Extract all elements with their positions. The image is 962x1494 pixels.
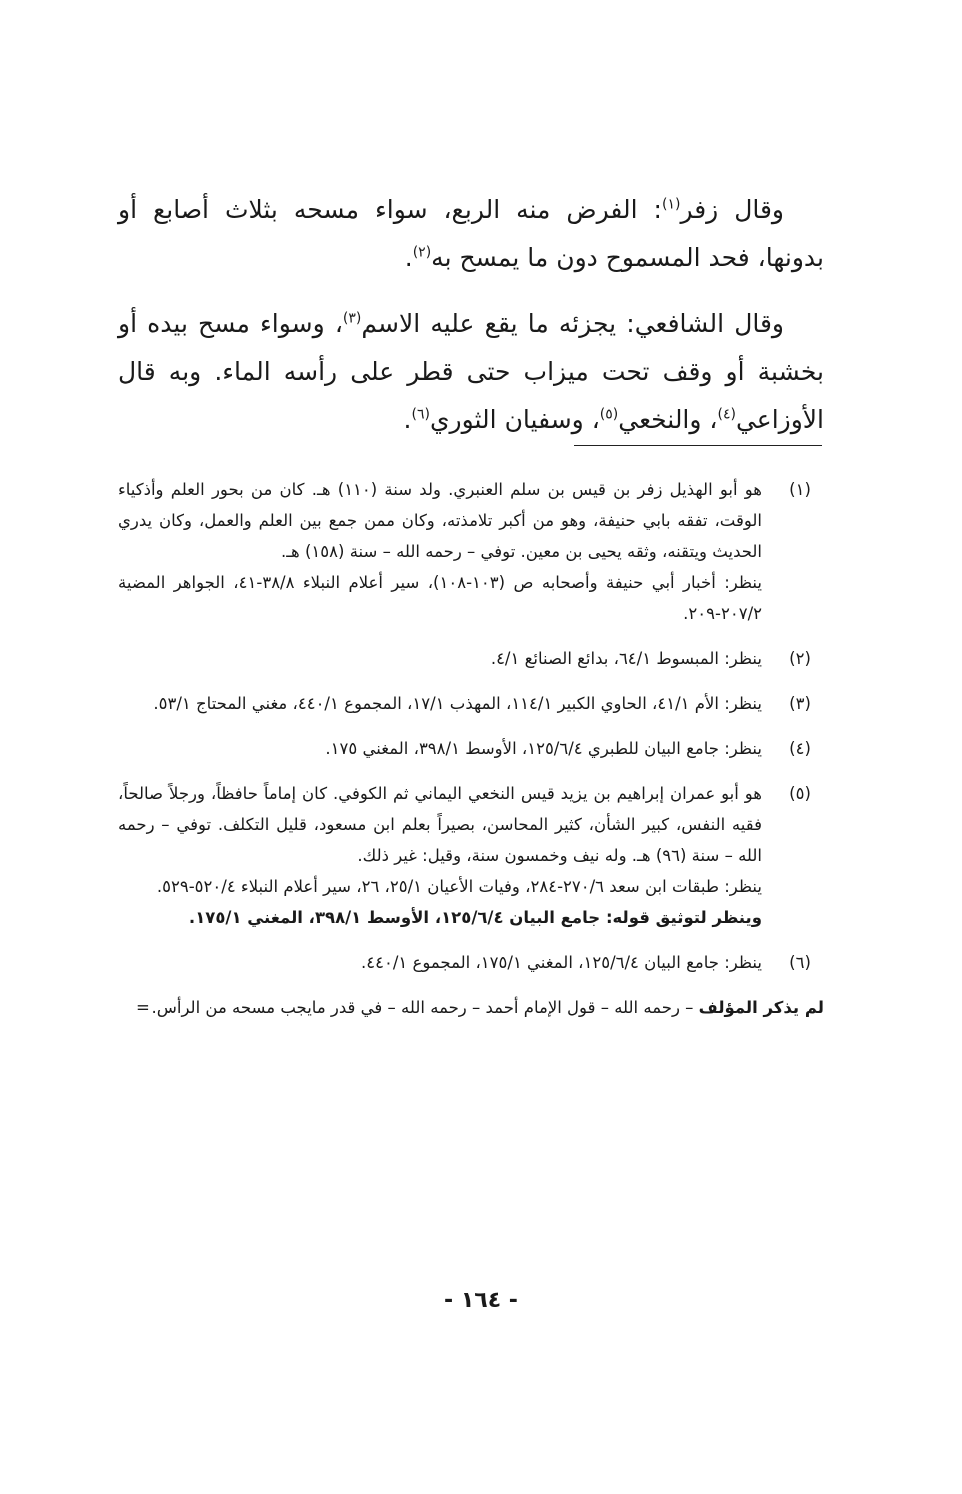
- footnote-number: (٣): [789, 694, 811, 713]
- footnote-2: [118, 643, 824, 674]
- text-run: : الفرض منه الربع، سواء مسحه بثلاث أصابع أو بدونها، فحد المسموح دون ما يمسح به: [118, 195, 824, 272]
- footnote-text: هو أبو الهذيل زفر بن قيس بن سلم العنبري. ولد سنة (١١٠) هـ. كان من بحور العلم وأذكياء الوقت، تفقه بابي حنيفة، وهو من أكبر تلامذته، وكان ممن جمع بين العلم والعمل، وكان يدري الحديث ويتقنه، وثقه يحيى بن معين. توفي – رحمه الله – سنة (١٥٨) هـ.: [118, 480, 763, 561]
- footnote-5: [118, 778, 824, 933]
- footnote-text: ينظر: المبسوط ٦٤/١، بدائع الصنائع ٤/١.: [490, 649, 762, 668]
- footnote-number: (٥): [789, 784, 811, 803]
- footnote-ref-1[interactable]: (١): [661, 196, 681, 213]
- footnote-reference: ينظر: طبقات ابن سعد ٢٧٠/٦-٢٨٤، وفيات الأعيان ٢٥/١، ٢٦، سير أعلام النبلاء ٥٢٠/٤-٥٢٩.: [156, 877, 762, 896]
- footnotes: [118, 474, 824, 1023]
- footnote-text: ينظر: جامع البيان للطبري ١٢٥/٦/٤، الأوسط ٣٩٨/١، المغني ١٧٥.: [325, 739, 762, 758]
- text-run: ، وسفيان الثوري: [429, 405, 600, 434]
- footnote-ref-3[interactable]: (٣): [342, 310, 362, 327]
- footnote-3: [118, 688, 824, 719]
- footnote-number: (١): [789, 480, 811, 499]
- paragraph-2: [118, 300, 824, 444]
- text-run: .: [404, 243, 413, 272]
- footnote-ref-4[interactable]: (٤): [717, 406, 736, 423]
- footnote-number: (٦): [789, 953, 811, 972]
- footnote-ref-6[interactable]: (٦): [411, 406, 430, 423]
- footnote-text: ينظر: الأم ٤١/١، الحاوي الكبير ١١٤/١، المهذب ١٧/١، المجموع ٤٤٠/١، مغني المحتاج ٥٣/١.: [153, 694, 762, 713]
- text-run: .: [403, 405, 412, 434]
- footnote-4: [118, 733, 824, 764]
- text-run: وقال الشافعي: يجزئه ما يقع عليه الاسم: [361, 309, 784, 338]
- text-run: ، والنخعي: [618, 405, 718, 434]
- footnote-1: [118, 474, 824, 629]
- text-run: ، وسواء مسح بيده أو بخشبة أو وقف تحت ميزاب حتى قطر على رأسه الماء. وبه قال الأوزاعي: [118, 309, 824, 434]
- footnote-text: هو أبو عمران إبراهيم بن يزيد قيس النخعي اليماني ثم الكوفي. كان إماماً حافظاً، ورجلاً صالحاً، فقيه النفس، كبير الشأن، كثير المحاسن، بصيراً بعلم ابن مسعود، قليل التكلف. توفي – رحمه الله – سنة (٩٦) هـ. وله نيف وخمسون سنة، وقيل: غير ذلك.: [118, 784, 762, 865]
- footnote-ref-2[interactable]: (٢): [412, 244, 432, 261]
- footnote-6: [118, 947, 824, 978]
- subreference-text: جامع البيان ١٢٥/٦/٤، الأوسط ٣٩٨/١، المغني ١٧٥/١.: [188, 908, 606, 927]
- footnote-number: (٢): [789, 649, 811, 668]
- subreference-label: وينظر لتوثيق قوله:: [605, 908, 762, 927]
- footnote-subreference: [118, 902, 762, 933]
- page-number: - ١٦٤ -: [444, 1288, 518, 1313]
- text-run: وقال زفر: [680, 195, 784, 224]
- footnote-number: (٤): [789, 739, 811, 758]
- editor-note-text: – رحمه الله – قول الإمام أحمد – رحمه الله – في قدر مايجب مسحه من الرأس.: [151, 998, 699, 1017]
- footnote-reference: ينظر: أخبار أبي حنيفة وأصحابه ص (١٠٣-١٠٨)، سير أعلام النبلاء ٣٨/٨-٤١، الجواهر المضية ٢٠٧/٢-٢٠٩.: [118, 573, 762, 623]
- editor-note: [118, 992, 824, 1023]
- footnote-separator: [574, 445, 822, 446]
- paragraph-1: [118, 186, 824, 282]
- footnote-text: ينظر: جامع البيان ١٢٥/٦/٤، المغني ١٧٥/١، المجموع ٤٤٠/١.: [361, 953, 762, 972]
- footnote-ref-5[interactable]: (٥): [599, 406, 619, 423]
- continuation-mark: =: [136, 998, 150, 1017]
- main-text: [118, 186, 824, 462]
- editor-note-label: لم يذكر المؤلف: [698, 998, 824, 1017]
